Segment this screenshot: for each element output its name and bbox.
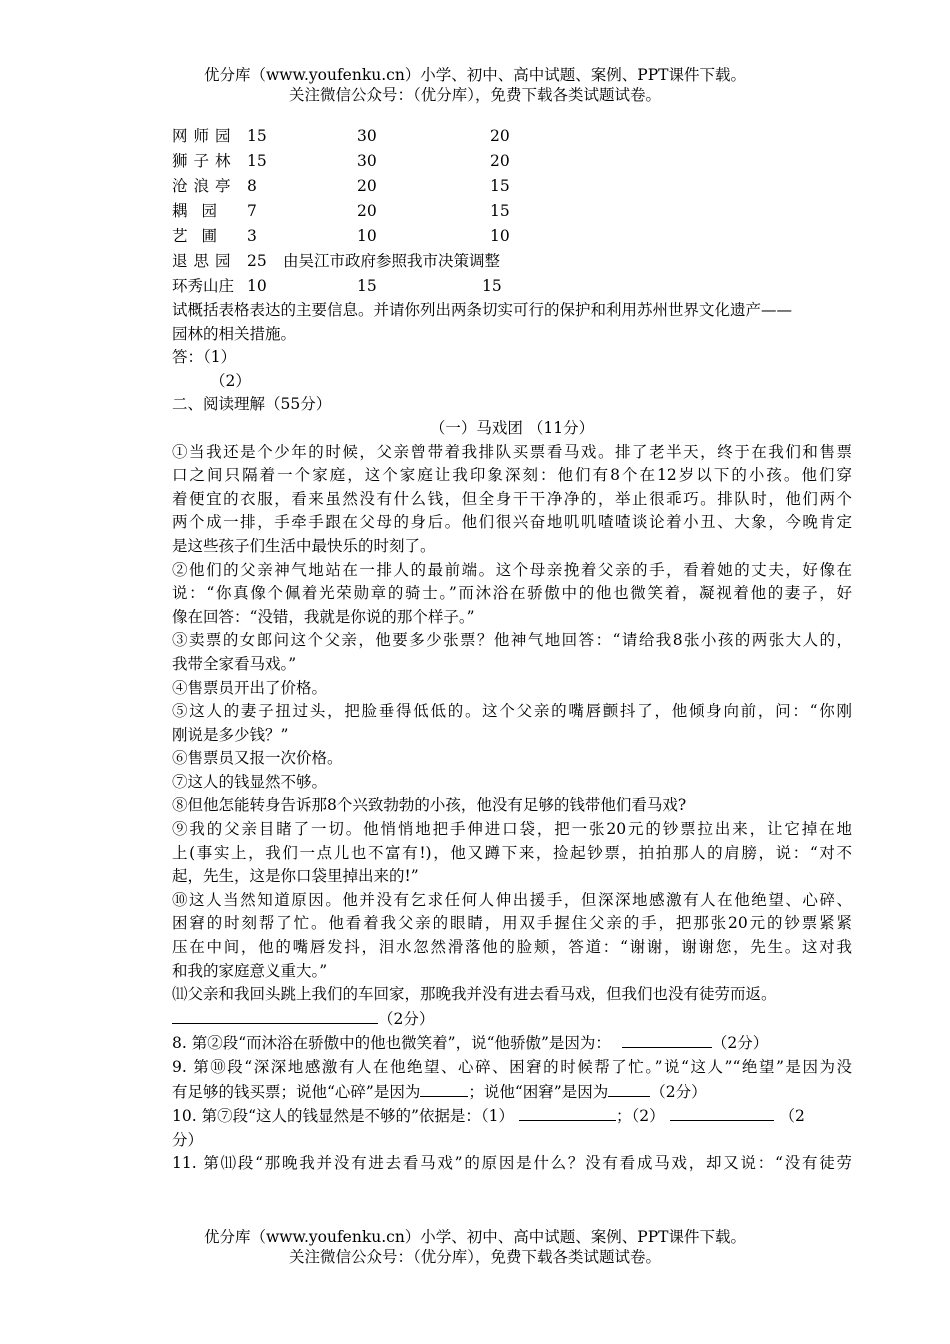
passage-line: ⑾父亲和我回头跳上我们的车回家，那晚我并没有进去看马戏，但我们也没有徒劳而返。	[172, 985, 777, 1004]
passage-title: （一）马戏团 （11分）	[429, 418, 595, 437]
passage-line: ⑧但他怎能转身告诉那8个兴致勃勃的小孩，他没有足够的钱带他们看马戏?	[172, 796, 687, 815]
question-9	[172, 1080, 852, 1105]
table-row	[172, 224, 852, 249]
passage-line: ①当我还是个少年的时候，父亲曾带着我排队买票看马戏。排了老半天，终于在我们和售票	[172, 442, 852, 461]
cell-value: 15	[247, 127, 267, 145]
passage-line: 两个成一排，手牵手跟在父母的身后。他们很兴奋地叽叽喳喳谈论着小丑、大象，今晚肯定	[172, 513, 852, 532]
garden-table	[172, 124, 852, 299]
passage-line: ⑦这人的钱显然不够。	[172, 772, 328, 791]
question-text: ；说他“困窘”是因为	[468, 1082, 609, 1101]
cell-value: 15	[357, 277, 377, 295]
cell-value: 25	[247, 252, 267, 270]
cell-value: 15	[247, 152, 267, 170]
passage-line: 起，先生，这是你口袋里掉出来的!”	[172, 867, 419, 886]
cell-value: 20	[490, 127, 510, 145]
table-row	[172, 124, 852, 149]
passage-line: 口之间只隔着一个家庭，这个家庭让我印象深刻：他们有8个在12岁以下的小孩。他们穿	[172, 466, 852, 485]
table-row	[172, 149, 852, 174]
garden-name: 艺圃	[172, 227, 232, 245]
score-label: （2分）	[711, 1034, 769, 1053]
garden-name: 狮子林	[172, 152, 237, 170]
title-answer-line	[172, 1007, 852, 1032]
question-text: 11. 第⑾段“那晚我并没有进去看马戏”的原因是什么？没有看成马戏，却又说：“没有徒劳	[172, 1154, 852, 1173]
garden-name: 网师园	[172, 127, 237, 145]
score-label: （2分）	[650, 1082, 707, 1101]
passage-line: ④售票员开出了价格。	[172, 678, 328, 697]
question-text: ；（2）	[615, 1107, 665, 1126]
passage-line: ⑤这人的妻子扭过头，把脸垂得低低的。这个父亲的嘴唇颤抖了，他倾身向前，问：“你刚	[172, 702, 852, 721]
garden-name: 耦园	[172, 202, 232, 220]
passage-line: 像在回答：“没错，我就是你说的那个样子。”	[172, 607, 475, 626]
passage-line: 说：“你真像个佩着光荣勋章的骑士。”而沐浴在骄傲中的他也微笑着，凝视着他的妻子，好	[172, 584, 852, 603]
garden-name: 沧浪亭	[172, 177, 237, 195]
passage-line: 和我的家庭意义重大。”	[172, 961, 328, 980]
cell-value: 10	[490, 227, 510, 245]
header-line-1: 优分库（www.youfenku.cn）小学、初中、高中试题、案例、PPT课件下载。	[203, 66, 747, 84]
answer-blank[interactable]	[172, 1007, 378, 1024]
cell-value: 20	[490, 152, 510, 170]
garden-name: 环秀山庄	[172, 277, 235, 295]
cell-value: 20	[357, 202, 377, 220]
cell-value: 10	[357, 227, 377, 245]
question-10	[172, 1104, 852, 1129]
question-text: 8. 第②段“而沐浴在骄傲中的他也微笑着”，说“他骄傲”是因为：	[172, 1034, 611, 1053]
passage-line: 刚说是多少钱？”	[172, 725, 289, 744]
answer-blank[interactable]	[670, 1104, 774, 1121]
answer-blank[interactable]	[519, 1104, 616, 1121]
cell-value: 15	[490, 202, 510, 220]
footer-line-2: 关注微信公众号：（优分库），免费下载各类试题试卷。	[288, 1248, 661, 1266]
cell-value: 15	[490, 177, 510, 195]
answer-blank[interactable]	[608, 1080, 650, 1097]
cell-note: 由吴江市政府参照我市决策调整	[283, 252, 501, 270]
document-body	[172, 124, 852, 1176]
cell-value: 8	[247, 177, 257, 195]
passage-line: 上(事实上，我们一点儿也不富有!)，他又蹲下来，捡起钞票，拍拍那人的肩膀，说：“对不	[172, 843, 852, 862]
passage-line: ③卖票的女郎问这个父亲，他要多少张票？他神气地回答：“请给我8张小孩的两张大人的，	[172, 631, 852, 650]
passage-line: 困窘的时刻帮了忙。他看着我父亲的眼睛，用双手握住父亲的手，把那张20元的钞票紧紧	[172, 914, 852, 933]
cell-value: 10	[247, 277, 267, 295]
passage-line: ②他们的父亲神气地站在一排人的最前端。这个母亲挽着父亲的手，看着她的丈夫，好像在	[172, 560, 852, 579]
passage-line: ⑨我的父亲目睹了一切。他悄悄地把手伸进口袋，把一张20元的钞票拉出来，让它掉在地	[172, 820, 852, 839]
question-text: 园林的相关措施。	[172, 324, 297, 343]
question-text: 试概括表格表达的主要信息。并请你列出两条切实可行的保护和利用苏州世界文化遗产——	[172, 301, 793, 319]
question-text: 9. 第⑩段“深深地感激有人在他绝望、心碎、困窘的时候帮了忙。”说“这人”“绝望”是因为没	[172, 1058, 852, 1076]
cell-value: 30	[357, 127, 377, 145]
answer-label: （2）	[210, 371, 251, 390]
table-row	[172, 174, 852, 199]
passage-line: ⑩这人当然知道原因。他并没有乞求任何人伸出援手，但深深地感激有人在他绝望、心碎、	[172, 890, 852, 909]
question-text: 有足够的钱买票；说他“心碎”是因为	[172, 1082, 421, 1101]
table-row	[172, 199, 852, 224]
answer-label: 答：（1）	[172, 348, 237, 367]
garden-name: 退思园	[172, 252, 237, 270]
cell-value: 7	[247, 202, 257, 220]
passage-line: 压在中间，他的嘴唇发抖，泪水忽然滑落他的脸颊，答道：“谢谢，谢谢您，先生。这对我	[172, 938, 852, 957]
table-row	[172, 249, 852, 274]
passage-line: 是这些孩子们生活中最快乐的时刻了。	[172, 536, 436, 555]
cell-value: 20	[357, 177, 377, 195]
score-label: （2分）	[378, 1009, 435, 1028]
cell-value: 30	[357, 152, 377, 170]
answer-blank[interactable]	[420, 1080, 468, 1097]
cell-value: 15	[482, 277, 502, 295]
answer-blank[interactable]	[622, 1031, 712, 1048]
score-label: 分）	[172, 1130, 204, 1149]
passage-line: 我带全家看马戏。”	[172, 654, 297, 673]
question-8	[172, 1031, 852, 1056]
passage-line: 着便宜的衣服，看来虽然没有什么钱，但全身干干净净的，举止很乖巧。排队时，他们两个	[172, 489, 852, 508]
score-label: （2	[779, 1107, 805, 1126]
footer-line-1: 优分库（www.youfenku.cn）小学、初中、高中试题、案例、PPT课件下载。	[203, 1228, 747, 1246]
section-title: 二、阅读理解（55分）	[172, 395, 332, 414]
passage	[172, 441, 852, 1007]
header-line-2: 关注微信公众号：（优分库），免费下载各类试题试卷。	[288, 86, 661, 104]
question-text: 10. 第⑦段“这人的钱显然是不够的”依据是：（1）	[172, 1107, 515, 1126]
table-row	[172, 274, 852, 299]
passage-line: ⑥售票员又报一次价格。	[172, 749, 343, 768]
cell-value: 3	[247, 227, 257, 245]
